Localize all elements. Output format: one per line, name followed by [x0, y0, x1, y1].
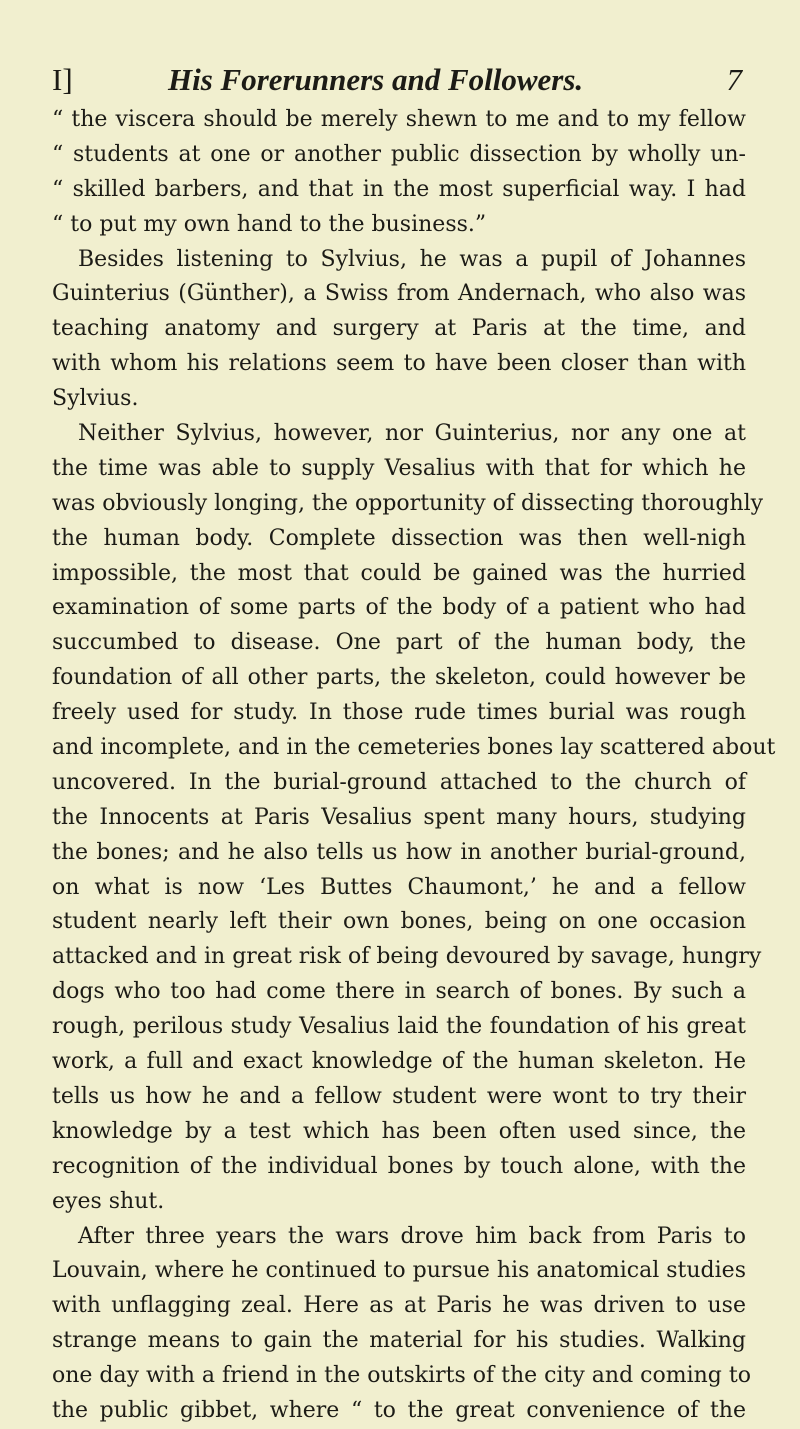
text-line: strange means to gain the material for his studies. Walking [52, 1328, 746, 1354]
text-line: the human body. Complete dissection was then well-nigh [52, 525, 746, 551]
text-line: Louvain, where he continued to pursue his anatomical studies [52, 1258, 746, 1284]
text-line: the bones; and he also tells us how in another burial-ground, [52, 839, 746, 865]
text-line: with whom his relations seem to have been closer than with [52, 351, 746, 377]
text-line: on what is now ‘Les Buttes Chaumont,’ he and a fellow [52, 874, 746, 900]
text-line: succumbed to disease. One part of the human body, the [52, 630, 746, 656]
text-line: foundation of all other parts, the skeleton, could however be [52, 665, 746, 691]
text-line: After three years the wars drove him back from Paris to [78, 1223, 746, 1249]
text-line: Besides listening to Sylvius, he was a pupil of Johannes [78, 246, 746, 272]
text-line: with unflagging zeal. Here as at Paris he was driven to use [52, 1293, 746, 1319]
text-line: examination of some parts of the body of a patient who had [52, 595, 746, 621]
text-line: recognition of the individual bones by touch alone, with the [52, 1153, 746, 1179]
text-line: “ skilled barbers, and that in the most superficial way. I had [52, 176, 746, 202]
text-line: dogs who too had come there in search of bones. By such a [52, 979, 746, 1005]
text-line: “ to put my own hand to the business.” [52, 211, 487, 237]
text-line: knowledge by a test which has been often used since, the [52, 1118, 746, 1144]
text-line: impossible, the most that could be gained was the hurried [52, 560, 746, 586]
text-line: the time was able to supply Vesalius with that for which he [52, 455, 746, 481]
text-line: work, a full and exact knowledge of the human skeleton. He [52, 1049, 746, 1075]
text-line: “ the viscera should be merely shewn to me and to my fellow [52, 107, 746, 132]
text-line: uncovered. In the burial-ground attached to the church of [52, 769, 746, 795]
text-line: student nearly left their own bones, being on one occasion [52, 909, 746, 935]
text-line: “ students at one or another public dissection by wholly un- [52, 141, 746, 167]
running-header [52, 62, 742, 102]
text-line: Guinterius (Günther), a Swiss from Andernach, who also was [52, 281, 746, 307]
text-line: freely used for study. In those rude times burial was rough [52, 700, 746, 726]
text-line: attacked and in great risk of being devoured by savage, hungry [52, 944, 762, 970]
text-line: Sylvius. [52, 386, 139, 412]
text-line: the Innocents at Paris Vesalius spent many hours, studying [52, 804, 746, 830]
page-number: 7 [726, 62, 742, 97]
running-title: His Forerunners and Followers. [168, 62, 584, 97]
text-line: one day with a friend in the outskirts of the city and coming to [52, 1363, 751, 1389]
text-line: the public gibbet, where “ to the great convenience of the [52, 1397, 746, 1423]
text-line: Neither Sylvius, however, nor Guinterius, nor any one at [78, 421, 746, 447]
text-line: teaching anatomy and surgery at Paris at the time, and [52, 316, 746, 342]
text-line: eyes shut. [52, 1188, 165, 1214]
body-text [52, 103, 776, 1429]
text-line: tells us how he and a fellow student were wont to try their [52, 1083, 746, 1109]
text-line: and incomplete, and in the cemeteries bones lay scattered about [52, 735, 776, 761]
text-line: was obviously longing, the opportunity of dissecting thoroughly [52, 490, 764, 516]
text-line: rough, perilous study Vesalius laid the foundation of his great [52, 1014, 746, 1040]
chapter-mark: I] [52, 62, 73, 97]
